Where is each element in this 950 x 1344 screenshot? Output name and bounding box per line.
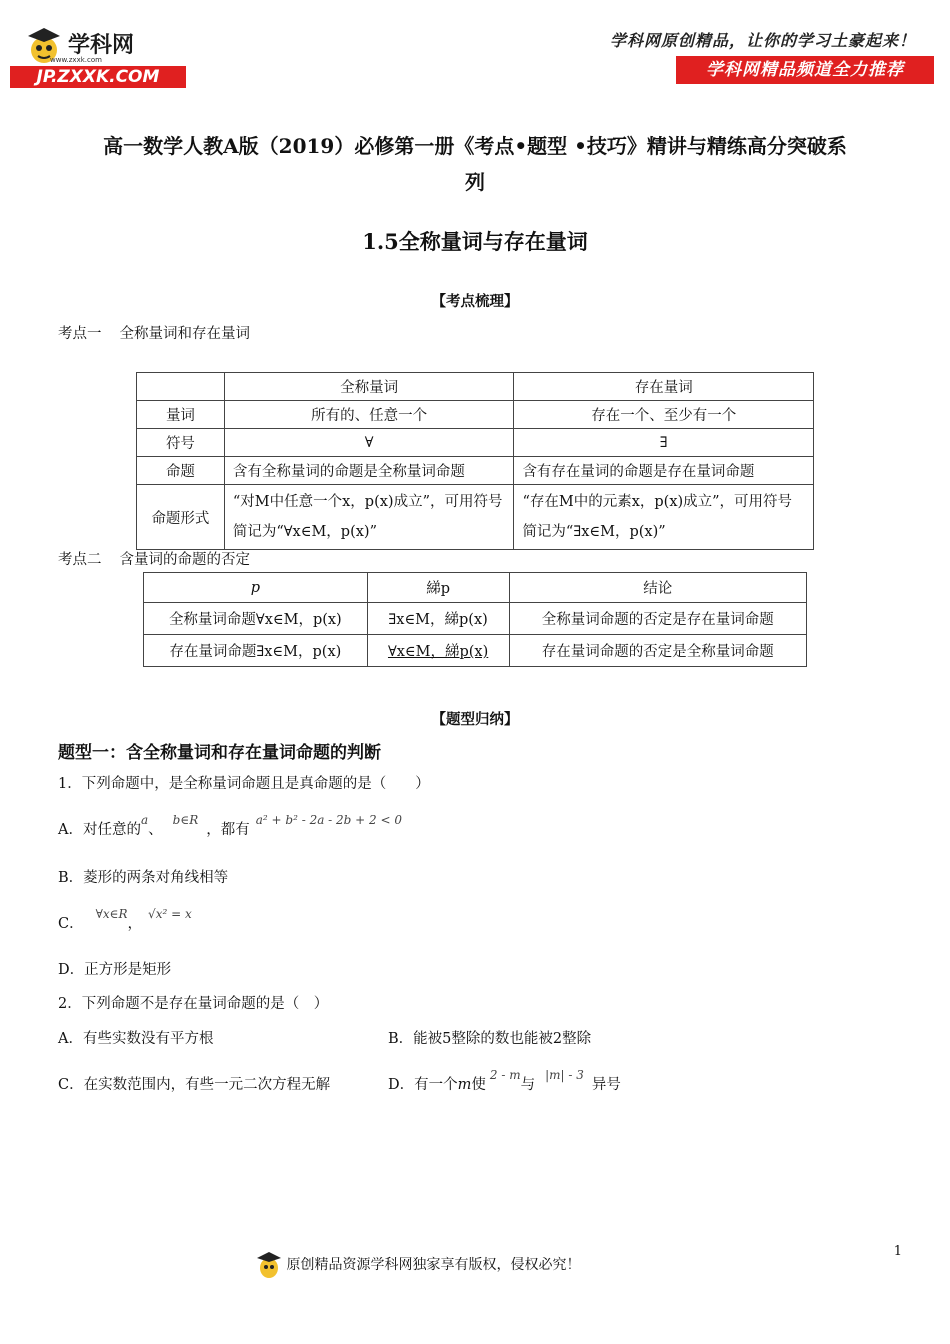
footer [256,1250,580,1280]
quantifier-table [136,372,814,550]
table2-cell: 存在量词命题的否定是全称量词命题 [509,635,806,667]
q2-d-prefix: D．有一个 [388,1077,458,1093]
table1-cell: 含有存在量词的命题是存在量词命题 [514,457,814,485]
point2-label: 考点二 [58,552,102,568]
series-title-line2: 列 [465,170,485,194]
q2-d-math2: |m| - 3 [545,1068,584,1082]
q2-option-d [388,1068,621,1094]
table1-cell: 含有全称量词的命题是全称量词命题 [224,457,514,485]
table1-row-label: 命题 [137,457,225,485]
section2-heading: 【题型归纳】 [431,711,519,728]
q2-stem: 2．下列命题不是存在量词命题的是（ ） [58,996,329,1012]
q1-c-math1: ∀x∈R [95,907,128,921]
series-title-line1: 高一数学人教A版（2019）必修第一册《考点•题型 •技巧》精讲与精练高分突破系 [103,134,847,158]
table2-cell: ∀x∈M，綈p(x) [367,635,509,667]
header-slogan: 学科网原创精品，让你的学习土豪起来！ [610,31,917,50]
table1-cell: 所有的、任意一个 [224,401,514,429]
section1-heading: 【考点梳理】 [431,293,519,310]
table2-cell: ∃x∈M，綈p(x) [367,603,509,635]
logo-domain: JP.ZXXK.COM [10,66,186,88]
table1-row-label: 量词 [137,401,225,429]
q1-c-sep: ， [127,916,143,932]
table1-cell: ∀ [224,429,514,457]
q1-a-prefix: A．对任意的 [58,822,141,838]
q2-option-b: B．能被5整除的数也能被2整除 [388,1031,592,1047]
q1-option-a [58,813,402,839]
table1-cell: 存在一个、至少有一个 [514,401,814,429]
q1-a-math2: b∈R [172,813,199,827]
table1-row-label: 命题形式 [137,485,225,550]
q1-option-d: D．正方形是矩形 [58,962,172,978]
q1-a-sep: 、 [148,822,163,838]
mascot-icon [256,1250,282,1280]
q1-a-mid: ，都有 [206,822,250,838]
footer-copyright: 原创精品资源学科网独家享有版权，侵权必究！ [286,1257,581,1273]
header-banner: 学科网精品频道全力推荐 [676,56,934,84]
logo-small-url: www.zxxk.com [50,56,102,64]
chapter-title: 1.5全称量词与存在量词 [362,229,588,254]
page-number: 1 [893,1244,902,1259]
q1-option-b: B．菱形的两条对角线相等 [58,870,229,886]
table2-cell: 全称量词命题的否定是存在量词命题 [509,603,806,635]
table2-cell: 存在量词命题∃x∈M，p(x) [144,635,368,667]
q1-a-math3: a² + b² - 2a - 2b + 2 < 0 [255,813,402,827]
table1-cell: ∃ [514,429,814,457]
q2-d-m: m [457,1077,472,1093]
point2-title: 含量词的命题的否定 [119,552,250,568]
q2-option-c: C．在实数范围内，有些一元二次方程无解 [58,1077,331,1093]
table2-header-not-p: 綈p [367,573,509,603]
q2-d-math1: 2 - m [489,1068,521,1082]
q1-c-math2: √x² = x [148,907,192,921]
table1-header-blank [137,373,225,401]
q1-c-prefix: C． [58,916,84,932]
negation-table [143,572,807,667]
logo-brand: 学科网 [68,33,135,58]
q2-option-a: A．有些实数没有平方根 [58,1031,214,1047]
table1-row-label: 符号 [137,429,225,457]
point1-heading [58,322,250,343]
table2-cell: 全称量词命题∀x∈M，p(x) [144,603,368,635]
table1-cell: “存在M中的元素x，p(x)成立”，可用符号简记为“∃x∈M，p(x)” [514,485,814,550]
site-logo[interactable] [10,22,190,88]
q1-option-c [58,907,192,933]
point1-label: 考点一 [58,326,102,342]
q2-d-mid: 使 [471,1077,486,1093]
table1-header-universal: 全称量词 [224,373,514,401]
table1-header-existential: 存在量词 [514,373,814,401]
q2-d-suffix: 异号 [591,1077,621,1093]
q1-stem: 1．下列命题中，是全称量词命题且是真命题的是（ ） [58,776,430,792]
point2-heading [58,548,250,569]
q1-a-math1: a [140,813,149,827]
table2-header-p: p [144,573,368,603]
point1-title: 全称量词和存在量词 [119,326,250,342]
table1-cell: “对M中任意一个x，p(x)成立”，可用符号简记为“∀x∈M，p(x)” [224,485,514,550]
table2-header-conclusion: 结论 [509,573,806,603]
type1-title: 题型一：含全称量词和存在量词命题的判断 [58,743,381,763]
q2-d-with: 与 [520,1077,536,1093]
